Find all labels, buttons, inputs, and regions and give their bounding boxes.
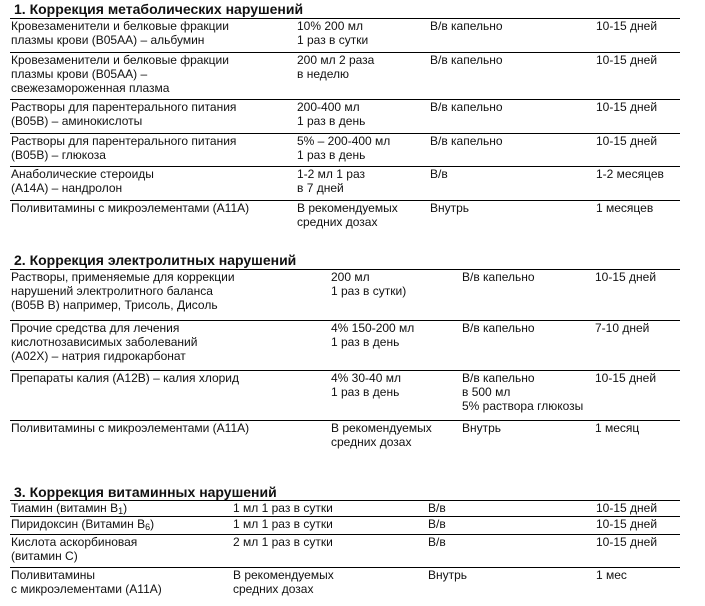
table-row	[10, 421, 680, 459]
dose-cell: 1 мл 1 раз в сутки	[233, 517, 333, 531]
drug-cell: Поливитамины с микроэлементами (А11А)	[11, 201, 250, 215]
section1-table	[10, 18, 680, 235]
drug-name-tail: )	[123, 501, 128, 515]
duration-cell: 10-15 дней	[596, 501, 658, 515]
route-cell: В/в капельно	[462, 270, 535, 284]
section3-heading: 3. Коррекция витаминных нарушений	[14, 484, 277, 500]
drug-cell: Растворы для парентерального питания (В05В) – аминокислоты	[11, 100, 237, 128]
drug-cell: Растворы для парентерального питания (В05В) – глюкоза	[11, 134, 237, 162]
drug-name: Тиамин (витамин В	[11, 501, 119, 515]
dose-cell: В рекомендуемых средних дозах	[297, 201, 398, 229]
duration-cell: 10-15 дней	[596, 19, 658, 33]
route-cell: В/в капельно	[430, 53, 503, 67]
table-row	[10, 517, 680, 535]
dose-cell: 1-2 мл 1 раз в 7 дней	[297, 167, 365, 195]
drug-cell: Кровезаменители и белковые фракции плазмы крови (В05АА) – свежезамороженная плазма	[11, 53, 229, 95]
table-row	[10, 568, 680, 602]
route-cell: В/в	[430, 167, 448, 181]
dose-cell: 4% 30-40 мл 1 раз в день	[331, 371, 401, 399]
route-cell: Внутрь	[428, 568, 468, 582]
drug-name: Пиридоксин (Витамин В	[11, 517, 146, 531]
duration-cell: 10-15 дней	[596, 53, 658, 67]
table-row	[10, 19, 680, 53]
duration-cell: 10-15 дней	[596, 134, 658, 148]
route-cell: В/в капельно	[430, 19, 503, 33]
drug-cell: Прочие средства для лечения кислотнозависимых заболеваний (А02Х) – натрия гидрокарбонат	[11, 321, 198, 363]
section2-table	[10, 269, 680, 459]
duration-cell: 1 месяц	[595, 421, 640, 435]
table-row	[10, 371, 680, 421]
section1-heading: 1. Коррекция метаболических нарушений	[14, 1, 304, 17]
route-cell: В/в капельно	[430, 100, 503, 114]
dose-cell: 2 мл 1 раз в сутки	[233, 535, 333, 549]
drug-cell: Растворы, применяемые для коррекции нарушений электролитного баланса (В05В В) например, Трисоль, Дисоль	[11, 270, 235, 312]
dose-cell: 5% – 200-400 мл 1 раз в день	[297, 134, 391, 162]
duration-cell: 10-15 дней	[596, 535, 658, 549]
table-row	[10, 201, 680, 235]
duration-cell: 1-2 месяцев	[596, 167, 664, 181]
table-row	[10, 501, 680, 517]
route-cell: В/в капельно в 500 мл 5% раствора глюкозы	[462, 371, 584, 413]
route-cell: Внутрь	[462, 421, 502, 435]
dose-cell: 200-400 мл 1 раз в день	[297, 100, 366, 128]
dose-cell: 4% 150-200 мл 1 раз в день	[331, 321, 415, 349]
drug-name-tail: )	[150, 517, 155, 531]
route-cell: Внутрь	[430, 201, 470, 215]
duration-cell: 1 месяцев	[596, 201, 654, 215]
drug-cell: Препараты калия (А12В) – калия хлорид	[11, 371, 240, 385]
duration-cell: 10-15 дней	[595, 270, 657, 284]
table-row	[10, 270, 680, 321]
drug-cell: Анаболические стероиды (А14А) – нандролон	[11, 167, 154, 195]
table-row	[10, 53, 680, 100]
drug-cell: Поливитамины с микроэлементами (А11А)	[11, 421, 250, 435]
route-cell: В/в	[428, 501, 446, 515]
dose-cell: 1 мл 1 раз в сутки	[233, 501, 333, 515]
duration-cell: 1 мес	[596, 568, 627, 582]
route-cell: В/в	[428, 517, 446, 531]
section2-heading: 2. Коррекция электролитных нарушений	[14, 252, 297, 268]
duration-cell: 10-15 дней	[595, 371, 657, 385]
table-row	[10, 100, 680, 134]
drug-cell	[10, 517, 232, 535]
table-row	[10, 535, 680, 568]
drug-cell: Кислота аскорбиновая (витамин С)	[11, 535, 138, 563]
route-cell: В/в капельно	[430, 134, 503, 148]
table-row	[10, 134, 680, 167]
table-row	[10, 167, 680, 201]
route-cell: В/в	[428, 535, 446, 549]
duration-cell: 7-10 дней	[595, 321, 650, 335]
vitamin-subscript: 1	[118, 506, 124, 516]
dose-cell: 200 мл 2 раза в неделю	[297, 53, 375, 81]
route-cell: В/в капельно	[462, 321, 535, 335]
drug-cell: Поливитамины с микроэлементами (А11А)	[11, 568, 162, 596]
dose-cell: В рекомендуемых средних дозах	[331, 421, 432, 449]
drug-cell	[10, 501, 232, 517]
section3-table	[10, 500, 680, 602]
duration-cell: 10-15 дней	[596, 517, 658, 531]
drug-cell: Кровезаменители и белковые фракции плазмы крови (В05АА) – альбумин	[11, 19, 229, 47]
dose-cell: 200 мл 1 раз в сутки)	[331, 270, 407, 298]
dose-cell: В рекомендуемых средних дозах	[233, 568, 334, 596]
vitamin-subscript: 6	[145, 522, 151, 532]
duration-cell: 10-15 дней	[596, 100, 658, 114]
table-row	[10, 321, 680, 371]
dose-cell: 10% 200 мл 1 раз в сутки	[297, 19, 369, 47]
